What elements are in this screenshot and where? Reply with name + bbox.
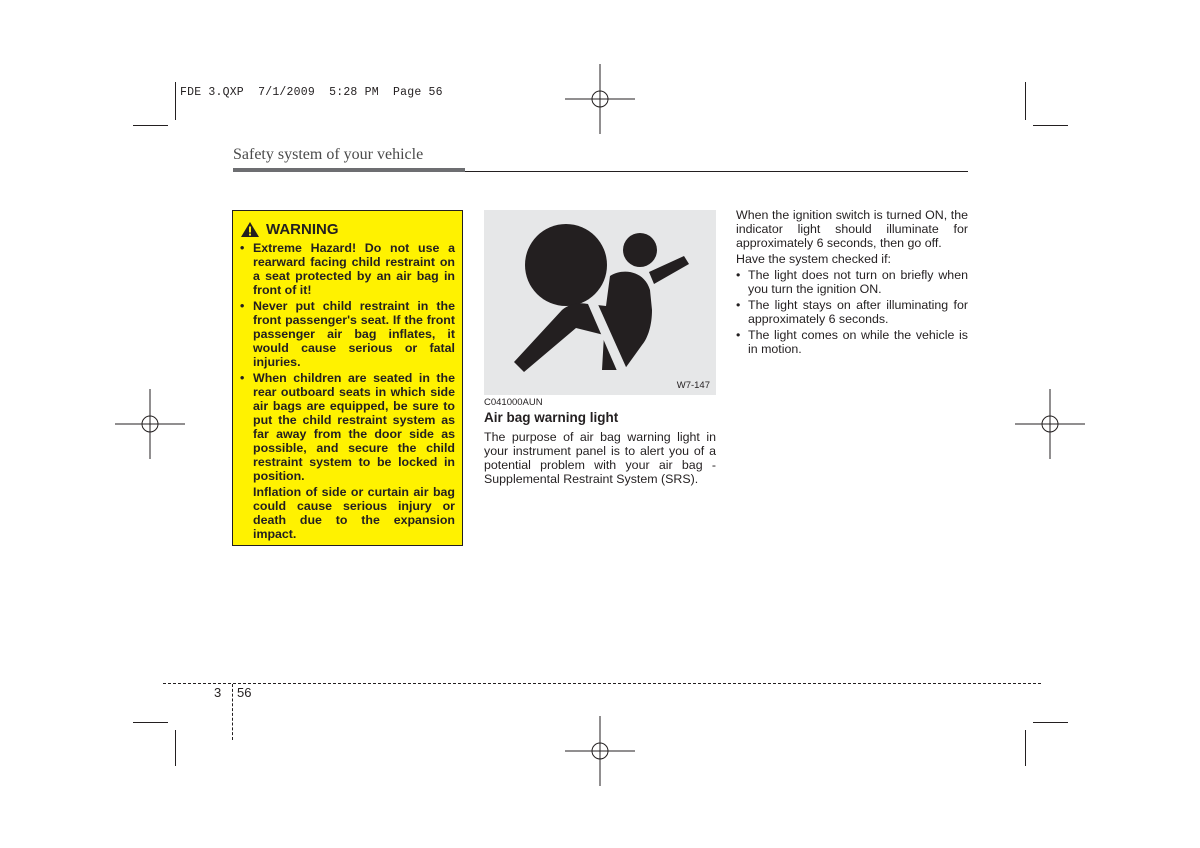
- right-column: [736, 208, 968, 358]
- check-list: [736, 268, 968, 356]
- crop-mark: [1033, 125, 1068, 126]
- article-intro: The purpose of air bag warning light in your instrument panel is to alert you of a potential problem with your air bag - Supplemental Restraint System (SRS).: [484, 430, 716, 486]
- crop-mark: [133, 125, 168, 126]
- page-number: 56: [237, 685, 252, 700]
- figure-panel: [484, 210, 716, 395]
- crop-mark: [1025, 730, 1026, 766]
- article-heading: Air bag warning light: [484, 410, 619, 425]
- crop-mark: [1033, 722, 1068, 723]
- warning-item: • When children are seated in the rear outboard seats in which side air bags are equipped, be sure to put the child restraint system as far away from the door side as possible, and secure the child restraint system to be locked in position.: [240, 371, 455, 483]
- paragraph: When the ignition switch is turned ON, the indicator light should illuminate for approximately 6 seconds, then go off.: [736, 208, 968, 250]
- warning-list: [240, 241, 455, 483]
- crop-mark: [133, 722, 168, 723]
- section-title: Safety system of your vehicle: [233, 146, 424, 163]
- list-item: • The light stays on after illuminating for approximately 6 seconds.: [736, 298, 968, 326]
- header-rule-accent: [233, 168, 465, 172]
- air-bag-warning-icon: [484, 210, 716, 395]
- warning-box: [232, 210, 463, 546]
- list-item: • The light does not turn on briefly when you turn the ignition ON.: [736, 268, 968, 296]
- warning-item: • Extreme Hazard! Do not use a rearward facing child restraint on a seat protected by an air bag in front of it!: [240, 241, 455, 297]
- crop-mark: [1025, 82, 1026, 120]
- reference-code: C041000AUN: [484, 397, 543, 408]
- registration-mark-icon: [565, 716, 635, 786]
- warning-title: [240, 221, 455, 238]
- print-slug: FDE 3.QXP 7/1/2009 5:28 PM Page 56: [180, 86, 443, 99]
- registration-mark-icon: [1015, 389, 1085, 459]
- crop-mark: [175, 730, 176, 766]
- warning-item: • Never put child restraint in the front passenger's seat. If the front passenger air bag inflates, it would cause serious or fatal injuries.: [240, 299, 455, 369]
- paragraph: Have the system checked if:: [736, 252, 891, 266]
- warning-extra-text: Inflation of side or curtain air bag could cause serious injury or death due to the expansion impact.: [253, 485, 455, 541]
- crop-mark: [175, 82, 176, 120]
- registration-mark-icon: [115, 389, 185, 459]
- figure-code: W7-147: [676, 380, 710, 391]
- chapter-number: 3: [214, 685, 222, 700]
- warning-triangle-icon: [240, 221, 260, 238]
- registration-mark-icon: [565, 64, 635, 134]
- footer-dotted-divider: [232, 684, 233, 740]
- list-item: • The light comes on while the vehicle is in motion.: [736, 328, 968, 356]
- footer-dotted-rule: [163, 683, 1041, 684]
- warning-title-text: WARNING: [266, 221, 339, 238]
